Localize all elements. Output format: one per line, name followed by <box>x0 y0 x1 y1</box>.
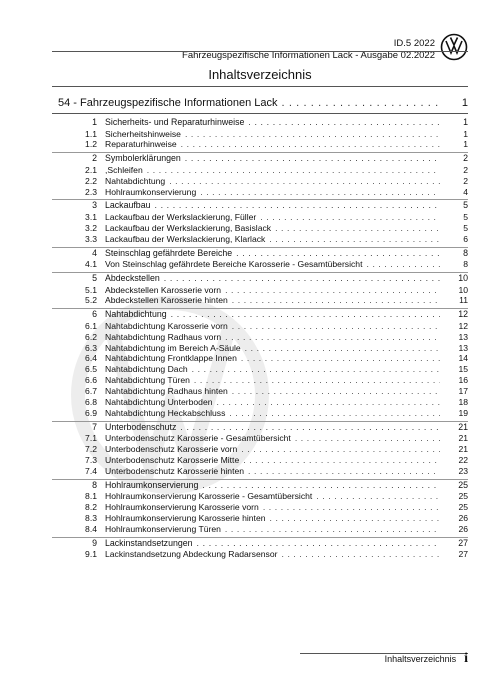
toc-item[interactable] <box>52 364 468 375</box>
footer-page: i <box>464 651 468 666</box>
toc-number: 6.4 <box>85 353 97 364</box>
toc-item[interactable] <box>52 165 468 176</box>
toc-number: 3.2 <box>85 222 97 233</box>
toc-item[interactable] <box>52 375 468 386</box>
toc-title: Symbolerklärungen <box>105 153 181 164</box>
toc-item[interactable] <box>52 513 468 524</box>
toc-item[interactable] <box>52 139 468 150</box>
toc-title: Hohlraumkonservierung Karosserie - Gesamtübersicht <box>105 491 313 502</box>
toc-number: 7.3 <box>85 455 97 466</box>
toc-title: Lackinstandsetzungen <box>105 537 193 548</box>
toc-item[interactable] <box>52 223 468 234</box>
toc-page: 5 <box>463 200 468 211</box>
toc-number: 1 <box>92 117 97 127</box>
toc-title: Lackinstandsetzung Abdeckung Radarsensor <box>105 549 278 560</box>
toc-page: 25 <box>458 479 468 490</box>
toc-title: Hohlraumkonservierung Karosserie vorn <box>105 502 259 513</box>
toc-page: 13 <box>458 342 468 353</box>
toc-item[interactable] <box>52 353 468 364</box>
toc-page: 18 <box>458 397 468 408</box>
footer-label: Inhaltsverzeichnis <box>384 654 457 664</box>
toc-item[interactable] <box>52 502 468 513</box>
toc-page: 6 <box>463 233 468 244</box>
toc-item[interactable] <box>52 397 468 408</box>
toc-number: 6.6 <box>85 375 97 386</box>
toc-number: 4.1 <box>85 259 97 270</box>
toc-number: 2.3 <box>85 186 97 197</box>
toc-title: Reparaturhinweise <box>105 139 177 150</box>
toc-title: Abdeckstellen Karosserie vorn <box>105 284 222 295</box>
toc-page: 10 <box>458 273 468 284</box>
toc-page: 12 <box>458 309 468 320</box>
toc-item[interactable] <box>52 129 468 140</box>
toc-item[interactable] <box>52 455 468 466</box>
toc-title: Nahtabdichtung Frontklappe Innen <box>105 353 237 364</box>
toc-item[interactable] <box>52 549 468 560</box>
toc-item[interactable] <box>52 234 468 245</box>
toc-page: 2 <box>463 164 468 175</box>
toc-number: 3.3 <box>85 233 97 244</box>
toc-page: 5 <box>463 222 468 233</box>
toc-page: 17 <box>458 386 468 397</box>
toc-title: Nahtabdichtung Karosserie vorn <box>105 320 228 331</box>
toc-title: Lackaufbau <box>105 200 151 211</box>
toc-item[interactable] <box>52 408 468 419</box>
toc-number: 6.9 <box>85 407 97 418</box>
toc-title: Abdeckstellen Karosserie hinten <box>105 295 228 306</box>
toc-page: 27 <box>458 537 468 548</box>
toc-page: 21 <box>458 444 468 455</box>
toc-page: 2 <box>463 153 468 164</box>
toc-item[interactable] <box>52 524 468 535</box>
page-footer <box>385 651 468 667</box>
toc-page: 1 <box>463 139 468 150</box>
toc-item[interactable] <box>52 332 468 343</box>
toc-page: 25 <box>458 491 468 502</box>
toc-page: 19 <box>458 407 468 418</box>
toc-item[interactable] <box>52 444 468 455</box>
toc-title: Lackaufbau der Werkslackierung, Füller <box>105 211 257 222</box>
toc-page: 15 <box>458 364 468 375</box>
toc-title: Hohlraumkonservierung Türen <box>105 524 221 535</box>
table-of-contents <box>52 94 468 560</box>
toc-item[interactable] <box>52 433 468 444</box>
toc-item[interactable] <box>52 343 468 354</box>
toc-number: 8 <box>92 479 97 490</box>
toc-number: 9.1 <box>85 549 97 560</box>
page-title: Inhaltsverzeichnis <box>52 64 468 87</box>
toc-item[interactable] <box>52 176 468 187</box>
header-rule <box>52 51 468 52</box>
toc-item[interactable] <box>52 259 468 270</box>
toc-page: 1 <box>463 128 468 139</box>
toc-page: 12 <box>458 320 468 331</box>
toc-section[interactable] <box>52 421 468 434</box>
toc-page: 1 <box>463 117 468 127</box>
toc-number: 9 <box>92 537 97 548</box>
toc-section[interactable] <box>52 479 468 492</box>
toc-title: Lackaufbau der Werkslackierung, Klarlack <box>105 233 266 244</box>
toc-title: Von Steinschlag gefährdete Bereiche Karosserie - Gesamtübersicht <box>105 259 363 270</box>
chapter-title: 54 - Fahrzeugspezifische Informationen Lack <box>58 97 278 109</box>
toc-title: Nahtabdichtung Unterboden <box>105 397 213 408</box>
toc-item[interactable] <box>52 295 468 306</box>
toc-number: 6.2 <box>85 331 97 342</box>
toc-page: 13 <box>458 331 468 342</box>
toc-number: 8.2 <box>85 502 97 513</box>
toc-page: 26 <box>458 524 468 535</box>
toc-number: 8.3 <box>85 513 97 524</box>
toc-number: 3 <box>92 200 97 211</box>
toc-number: 2 <box>92 153 97 164</box>
toc-number: 2.1 <box>85 164 97 175</box>
toc-section[interactable] <box>52 152 468 165</box>
toc-number: 6.5 <box>85 364 97 375</box>
toc-title: Hohlraumkonservierung <box>105 186 197 197</box>
toc-section[interactable] <box>52 199 468 212</box>
toc-title: Nahtabdichtung Heckabschluss <box>105 407 226 418</box>
toc-page: 22 <box>458 455 468 466</box>
toc-item[interactable] <box>52 491 468 502</box>
toc-number: 7.4 <box>85 465 97 476</box>
toc-item[interactable] <box>52 321 468 332</box>
toc-page: 11 <box>459 295 468 306</box>
toc-item[interactable] <box>52 466 468 477</box>
vw-logo-icon <box>440 33 468 61</box>
toc-page: 14 <box>458 353 468 364</box>
toc-page: 16 <box>458 375 468 386</box>
toc-page: 26 <box>458 513 468 524</box>
toc-title: Nahtabdichtung <box>105 309 167 320</box>
toc-page: 27 <box>458 549 468 560</box>
toc-title: Nahtabdichtung Radhaus vorn <box>105 331 222 342</box>
toc-page: 21 <box>458 421 468 432</box>
toc-item[interactable] <box>52 187 468 198</box>
toc-section[interactable] <box>52 272 468 285</box>
toc-title: Steinschlag gefährdete Bereiche <box>105 247 233 258</box>
toc-section[interactable] <box>52 247 468 260</box>
toc-item[interactable] <box>52 285 468 296</box>
toc-page: 4 <box>463 186 468 197</box>
toc-title: Abdeckstellen <box>105 273 160 284</box>
toc-title: Nahtabdichtung Türen <box>105 375 190 386</box>
toc-section[interactable] <box>52 537 468 550</box>
toc-title: Unterbodenschutz Karosserie Mitte <box>105 455 240 466</box>
toc-title: Unterbodenschutz Karosserie hinten <box>105 465 245 476</box>
toc-title: Nahtabdichtung Radhaus hinten <box>105 386 228 397</box>
toc-number: 6.8 <box>85 397 97 408</box>
toc-number: 5 <box>92 273 97 284</box>
toc-number: 3.1 <box>85 211 97 222</box>
toc-number: 7.1 <box>85 433 97 444</box>
toc-number: 1.1 <box>85 128 97 139</box>
toc-page: 25 <box>458 502 468 513</box>
toc-number: 1.2 <box>85 139 97 150</box>
toc-page: 8 <box>463 259 468 270</box>
toc-section[interactable] <box>52 117 468 129</box>
toc-title: Nahtabdichtung <box>105 175 166 186</box>
toc-title: ,Schleifen <box>105 164 143 175</box>
toc-title: Hohlraumkonservierung <box>105 479 199 490</box>
toc-title: Lackaufbau der Werkslackierung, Basislack <box>105 222 272 233</box>
toc-title: Sicherheitshinweise <box>105 128 181 139</box>
toc-page: 8 <box>463 247 468 258</box>
toc-number: 8.1 <box>85 491 97 502</box>
toc-chapter[interactable] <box>52 94 468 114</box>
toc-number: 7.2 <box>85 444 97 455</box>
toc-title: Unterbodenschutz Karosserie - Gesamtübersicht <box>105 433 291 444</box>
toc-number: 6.1 <box>85 320 97 331</box>
toc-number: 7 <box>92 421 97 432</box>
toc-title: Unterbodenschutz Karosserie vorn <box>105 444 238 455</box>
toc-page: 10 <box>458 284 468 295</box>
doc-subtitle: Fahrzeugspezifische Informationen Lack - Ausgabe 02.2022 <box>182 50 435 61</box>
toc-number: 2.2 <box>85 175 97 186</box>
toc-title: Sicherheits- und Reparaturhinweise <box>105 117 245 127</box>
toc-page: 21 <box>458 433 468 444</box>
toc-page: 23 <box>458 465 468 476</box>
toc-number: 4 <box>92 247 97 258</box>
toc-number: 5.2 <box>85 295 97 306</box>
toc-number: 8.4 <box>85 524 97 535</box>
toc-number: 6 <box>92 309 97 320</box>
doc-id: ID.5 2022 <box>393 38 435 49</box>
toc-item[interactable] <box>52 212 468 223</box>
toc-title: Nahtabdichtung Dach <box>105 364 188 375</box>
toc-number: 6.3 <box>85 342 97 353</box>
page-header <box>182 38 435 62</box>
toc-section[interactable] <box>52 308 468 321</box>
toc-number: 6.7 <box>85 386 97 397</box>
toc-page: 2 <box>463 175 468 186</box>
toc-item[interactable] <box>52 386 468 397</box>
chapter-page: 1 <box>461 97 468 109</box>
toc-title: Hohlraumkonservierung Karosserie hinten <box>105 513 266 524</box>
toc-number: 5.1 <box>85 284 97 295</box>
toc-title: Unterbodenschutz <box>105 421 177 432</box>
toc-title: Nahtabdichtung im Bereich A-Säule <box>105 342 241 353</box>
toc-page: 5 <box>463 211 468 222</box>
